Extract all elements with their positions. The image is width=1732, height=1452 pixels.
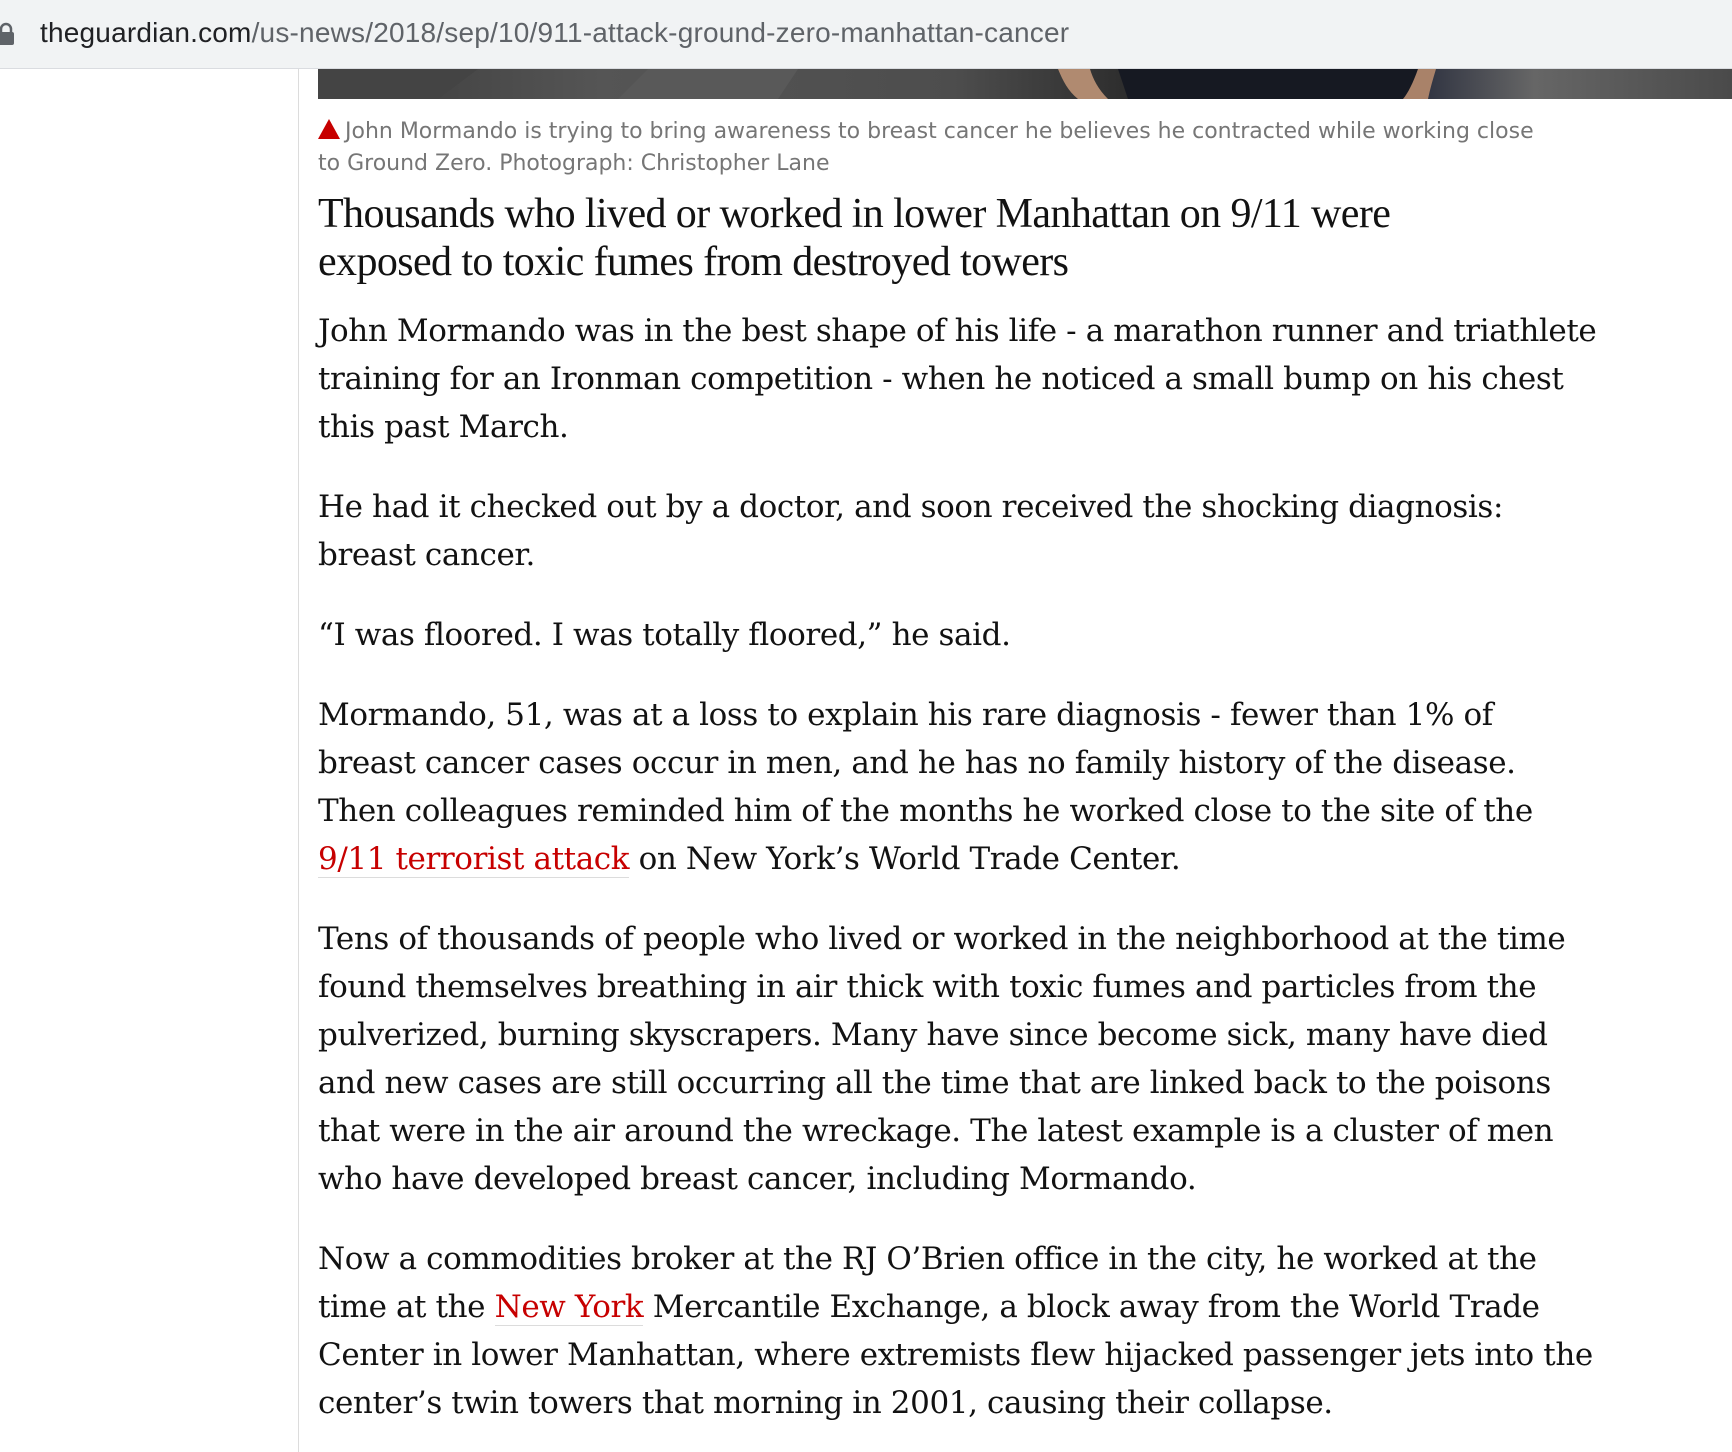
caption-text: John Mormando is trying to bring awareness to breast cancer he believes he contracted while working close to Ground Zero. Photograph: Christopher Lane (318, 119, 1534, 176)
paragraph-4-text-end: on New York’s World Trade Center. (629, 841, 1181, 877)
paragraph-6 (318, 1235, 1598, 1427)
paragraph-6-text-end: Mercantile Exchange, a block away from the World Trade Center in lower Manhattan, where extremists flew hijacked passenger jets into the center’s twin towers that morning in 2001, causing their collapse. (318, 1289, 1593, 1421)
url-path: /us-news/2018/sep/10/911-attack-ground-zero-manhattan-cancer (251, 17, 1070, 48)
paragraph-4-text-start: Mormando, 51, was at a loss to explain his rare diagnosis - fewer than 1% of breast cancer cases occur in men, and he has no family history of the disease. Then colleagues reminded him of the months he worked close to the site of the (318, 697, 1533, 829)
paragraph-1: John Mormando was in the best shape of his life - a marathon runner and triathlete training for an Ironman competition - when he noticed a small bump on his chest this past March. (318, 313, 1597, 445)
left-column-divider (298, 69, 299, 1452)
address-bar[interactable] (0, 0, 1732, 69)
paragraph-2: He had it checked out by a doctor, and soon received the shocking diagnosis: breast cancer. (318, 489, 1503, 573)
lock-icon[interactable] (0, 22, 16, 46)
paragraph-4 (318, 691, 1598, 883)
standfirst: Thousands who lived or worked in lower Manhattan on 9/11 were exposed to toxic fumes from destroyed towers (318, 191, 1391, 285)
article-photo (318, 69, 1732, 99)
link-911-terrorist-attack[interactable]: 9/11 terrorist attack (318, 841, 630, 877)
photo-detail (318, 69, 1732, 99)
article-body (318, 307, 1598, 1452)
url-host: theguardian.com (40, 17, 252, 48)
link-new-york[interactable]: New York (494, 1289, 644, 1325)
paragraph-6-text-start: Now a commodities broker at the RJ O’Brien office in the city, he worked at the time at the (318, 1241, 1537, 1325)
paragraph-5: Tens of thousands of people who lived or worked in the neighborhood at the time found themselves breathing in air thick with toxic fumes and particles from the pulverized, burning skyscrapers. Many have since become sick, many have died and new cases are still occurring all the time that are linked back to the poisons that were in the air around the wreckage. The latest example is a cluster of men who have developed breast cancer, including Mormando. (318, 921, 1566, 1197)
photo-caption (318, 116, 1548, 180)
url-text[interactable] (40, 15, 1069, 51)
triangle-icon (318, 119, 340, 139)
paragraph-3: “I was floored. I was totally floored,” he said. (318, 617, 1011, 653)
